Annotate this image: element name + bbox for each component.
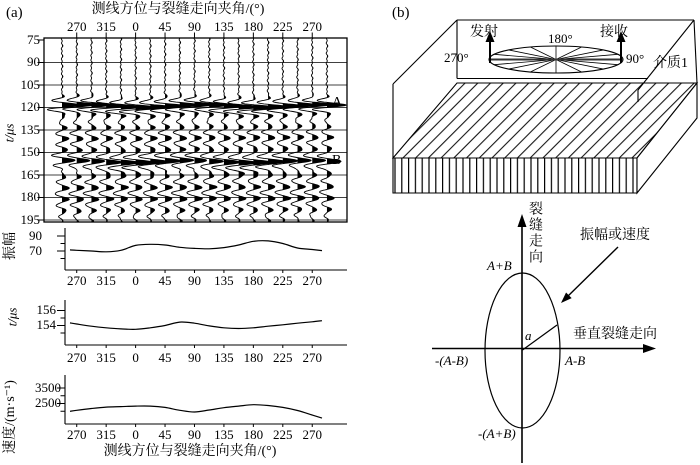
tick-label: 135 — [214, 273, 234, 288]
event-a-label: A — [332, 95, 343, 110]
tick-label: 180 — [243, 273, 264, 288]
tick-label: 270 — [302, 426, 322, 442]
tick-label: 225 — [273, 19, 293, 34]
tick-label: 90 — [187, 19, 201, 34]
tick-label: 70 — [29, 242, 42, 258]
tick-label: 135 — [214, 426, 234, 442]
tick-label: 270 — [302, 350, 322, 365]
panel-a-bottom-axis-title: 测线方位与裂缝走向夹角/(°) — [103, 444, 277, 459]
transmit-label: 发射 — [470, 25, 498, 40]
fracture-strike-axis-label: 裂缝走向 — [527, 201, 542, 265]
tick-label: 270 — [302, 19, 322, 34]
tick-label: 315 — [96, 350, 116, 365]
value-right-label: A-B — [565, 353, 586, 368]
velocity-ylabel: 速度/(m·s⁻¹) — [2, 380, 18, 454]
tick-label: 45 — [158, 350, 172, 365]
tick-label: 90 — [29, 227, 42, 243]
tick-label: 315 — [96, 426, 116, 442]
panel-b-label: (b) — [392, 5, 410, 21]
tick-label: 225 — [273, 426, 293, 442]
tick-label: 180 — [20, 189, 40, 204]
angle-label: a — [525, 328, 532, 343]
tick-label: 315 — [96, 19, 116, 34]
tick-label: 120 — [20, 99, 40, 114]
tick-label: 225 — [273, 273, 293, 288]
tick-label: 135 — [20, 121, 40, 137]
value-left-label: -(A-B) — [435, 353, 469, 368]
tick-label: 0 — [132, 19, 139, 34]
tick-label: 315 — [96, 273, 116, 288]
tick-label: 150 — [20, 144, 40, 159]
tick-label: 2500 — [35, 395, 61, 410]
tick-label: 270 — [66, 426, 87, 442]
tick-label: 90 — [187, 273, 201, 288]
value-top-label: A+B — [487, 258, 512, 273]
tick-label: 3500 — [35, 379, 61, 395]
tick-label: 90 — [27, 54, 40, 69]
tick-label: 270 — [66, 273, 87, 288]
amp-or-velocity-annotation: 振幅或速度 — [580, 228, 650, 243]
tick-label: 90 — [187, 350, 201, 365]
deg-180-label: 180° — [548, 31, 573, 46]
panel-a-top-axis-title: 测线方位与裂缝走向夹角/(°) — [91, 2, 265, 17]
receive-label: 接收 — [600, 25, 628, 40]
tick-label: 45 — [158, 19, 172, 34]
tick-label: 135 — [214, 19, 234, 34]
tick-label: 45 — [158, 426, 172, 442]
tick-label: 195 — [20, 211, 40, 227]
medium-1-label: 介质1 — [653, 56, 688, 71]
tick-label: 105 — [20, 76, 40, 92]
tick-label: 154 — [36, 317, 56, 332]
tick-label: 165 — [20, 166, 40, 182]
tick-label: 0 — [132, 350, 139, 365]
tick-label: 180 — [243, 426, 264, 442]
tick-label: 270 — [66, 350, 87, 365]
tick-label: 225 — [273, 350, 293, 365]
tick-label: 45 — [158, 273, 172, 288]
value-bottom-label: -(A+B) — [478, 426, 516, 441]
tick-label: 90 — [187, 426, 201, 442]
perpendicular-axis-label: 垂直裂缝走向 — [573, 327, 657, 342]
tick-label: 270 — [302, 273, 322, 288]
tick-label: 156 — [36, 302, 56, 317]
deg-90-label: 90° — [626, 51, 645, 66]
amplitude-ylabel: 振幅 — [2, 232, 18, 260]
tick-label: 270 — [66, 19, 87, 34]
tick-label: 180 — [243, 19, 264, 34]
tick-label: 180 — [243, 350, 264, 365]
tick-label: 0 — [132, 273, 139, 288]
event-b-label: B — [332, 153, 342, 168]
panel-a-label: (a) — [6, 5, 23, 21]
time-axis-label: t/μs — [1, 123, 17, 143]
deg-270-label: 270° — [444, 50, 469, 65]
tick-label: 75 — [27, 31, 40, 47]
tick-label: 0 — [132, 426, 139, 442]
time-chart-ylabel: t/μs — [4, 307, 20, 327]
tick-label: 135 — [214, 350, 234, 365]
